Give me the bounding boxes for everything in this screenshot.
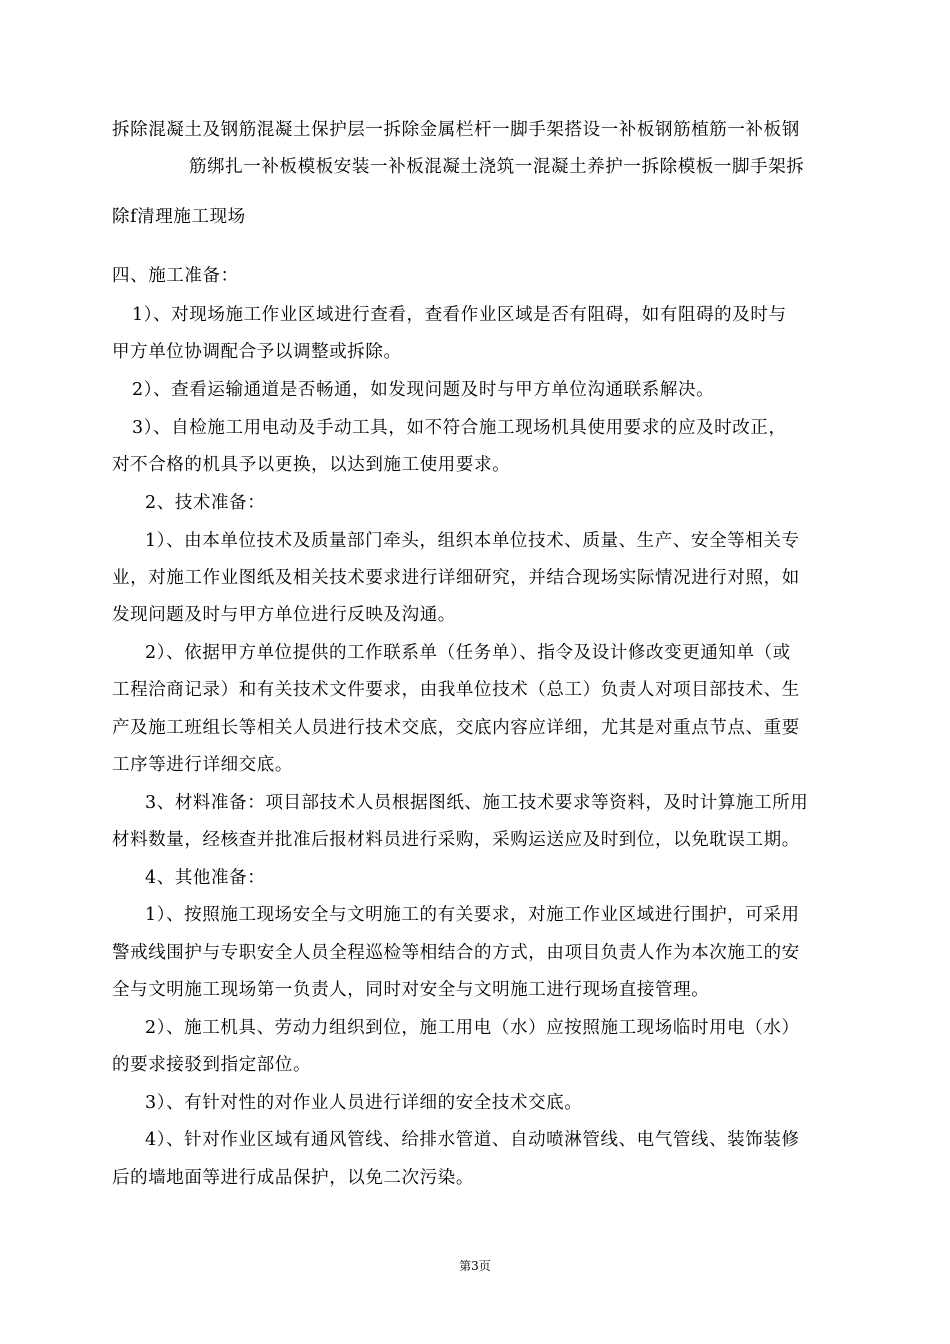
- paragraph-line: 后的墙地面等进行成品保护，以免二次污染。: [112, 1168, 474, 1188]
- paragraph-line: 4）、针对作业区域有通风管线、给排水管道、自动喷淋管线、电气管线、装饰装修: [145, 1130, 800, 1150]
- paragraph-line: 2）、查看运输通道是否畅通，如发现问题及时与甲方单位沟通联系解决。: [132, 380, 715, 400]
- section-heading: 四、施工准备：: [112, 266, 239, 286]
- paragraph-line: 2）、施工机具、劳动力组织到位，施工用电（水）应按照施工现场临时用电（水）: [145, 1018, 800, 1038]
- paragraph-line: 2）、依据甲方单位提供的工作联系单（任务单）、指令及设计修改变更通知单（或: [145, 643, 791, 663]
- process-flow-line: 拆除混凝土及钢筋混凝土保护层一拆除金属栏杆一脚手架搭设一补板钢筋植筋一补板钢: [112, 120, 800, 140]
- section-heading: 2、技术准备：: [145, 493, 266, 513]
- page-number: 第3页: [459, 1259, 491, 1273]
- paragraph-line: 业，对施工作业图纸及相关技术要求进行详细研究，并结合现场实际情况进行对照，如: [112, 568, 800, 588]
- section-heading: 4、其他准备：: [145, 868, 266, 888]
- paragraph-line: 1）、对现场施工作业区域进行查看，查看作业区域是否有阻碍，如有阻碍的及时与: [132, 305, 787, 325]
- paragraph-line: 产及施工班组长等相关人员进行技术交底，交底内容应详细，尤其是对重点节点、重要: [112, 718, 800, 738]
- paragraph-line: 工序等进行详细交底。: [112, 755, 293, 775]
- paragraph-line: 3）、自检施工用电动及手动工具，如不符合施工现场机具使用要求的应及时改正，: [132, 418, 787, 438]
- paragraph-line: 发现问题及时与甲方单位进行反映及沟通。: [112, 605, 456, 625]
- paragraph-line: 对不合格的机具予以更换，以达到施工使用要求。: [112, 455, 511, 475]
- paragraph-line: 3）、有针对性的对作业人员进行详细的安全技术交底。: [145, 1093, 583, 1113]
- paragraph-line: 材料数量，经核查并批准后报材料员进行采购，采购运送应及时到位，以免耽误工期。: [112, 830, 800, 850]
- paragraph-line: 1）、按照施工现场安全与文明施工的有关要求，对施工作业区域进行围护，可采用: [145, 905, 800, 925]
- paragraph-line: 1）、由本单位技术及质量部门牵头，组织本单位技术、质量、生产、安全等相关专: [145, 531, 800, 551]
- paragraph-line: 全与文明施工现场第一负责人，同时对安全与文明施工进行现场直接管理。: [112, 980, 710, 1000]
- paragraph-line: 甲方单位协调配合予以调整或拆除。: [112, 342, 402, 362]
- process-flow-line: 除f清理施工现场: [112, 207, 246, 227]
- paragraph-line: 警戒线围护与专职安全人员全程巡检等相结合的方式，由项目负责人作为本次施工的安: [112, 943, 800, 963]
- paragraph-line: 的要求接驳到指定部位。: [112, 1055, 312, 1075]
- process-flow-line: 筋绑扎一补板模板安装一补板混凝土浇筑一混凝土养护一拆除模板一脚手架拆: [189, 157, 805, 177]
- paragraph-line: 工程洽商记录）和有关技术文件要求，由我单位技术（总工）负责人对项目部技术、生: [112, 680, 800, 700]
- paragraph-line: 3、材料准备：项目部技术人员根据图纸、施工技术要求等资料，及时计算施工所用: [145, 793, 809, 813]
